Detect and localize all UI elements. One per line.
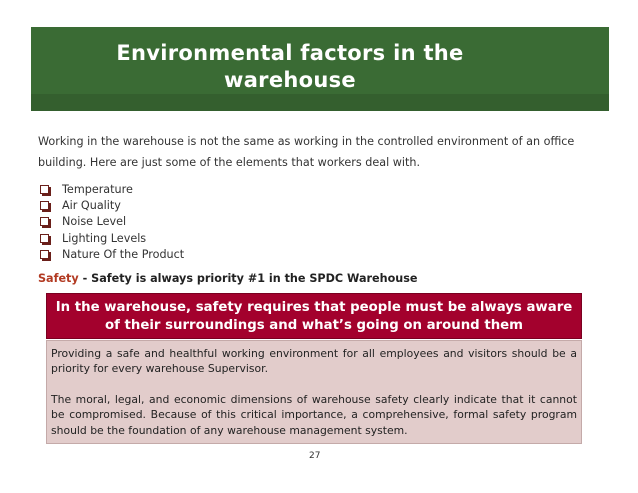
checkbox-bullet-icon	[40, 185, 49, 194]
checkbox-bullet-icon	[40, 250, 49, 259]
bullet-text: Lighting Levels	[62, 231, 147, 245]
safety-details-box	[46, 340, 582, 444]
list-item	[38, 230, 184, 246]
list-item	[38, 246, 184, 262]
safety-text: - Safety is always priority #1 in the SPDC Warehouse	[78, 272, 418, 285]
slide-title: Environmental factors in the warehouse	[116, 41, 464, 92]
detail-paragraph: Providing a safe and healthful working environment for all employees and visitors should be a priority for every warehouse Supervisor.	[51, 347, 577, 376]
intro-paragraph: Working in the warehouse is not the same as working in the controlled environment of an office building. Here are just some of the elements that workers deal with.	[38, 135, 575, 169]
bullet-text: Nature Of the Product	[62, 247, 185, 261]
list-item	[38, 214, 184, 230]
checkbox-bullet-icon	[40, 201, 49, 210]
safety-statement	[38, 272, 417, 285]
bullet-text: Air Quality	[62, 198, 121, 212]
checkbox-bullet-icon	[40, 234, 49, 243]
bullet-text: Temperature	[62, 182, 133, 196]
bullet-text: Noise Level	[62, 215, 127, 229]
title-banner-strip	[31, 94, 609, 111]
page-number: 27	[309, 451, 321, 461]
safety-label: Safety	[38, 272, 79, 285]
bullet-list	[38, 181, 184, 262]
detail-paragraph: The moral, legal, and economic dimensions of warehouse safety clearly indicate that it cannot be compromised. Because of this critical importance, a comprehensive, formal safety program should be the foundation of any warehouse management system.	[51, 392, 577, 437]
checkbox-bullet-icon	[40, 217, 49, 226]
list-item	[38, 197, 184, 213]
list-item	[38, 181, 184, 197]
safety-callout: In the warehouse, safety requires that people must be always aware of their surroundings and what’s going on around them	[46, 293, 582, 339]
